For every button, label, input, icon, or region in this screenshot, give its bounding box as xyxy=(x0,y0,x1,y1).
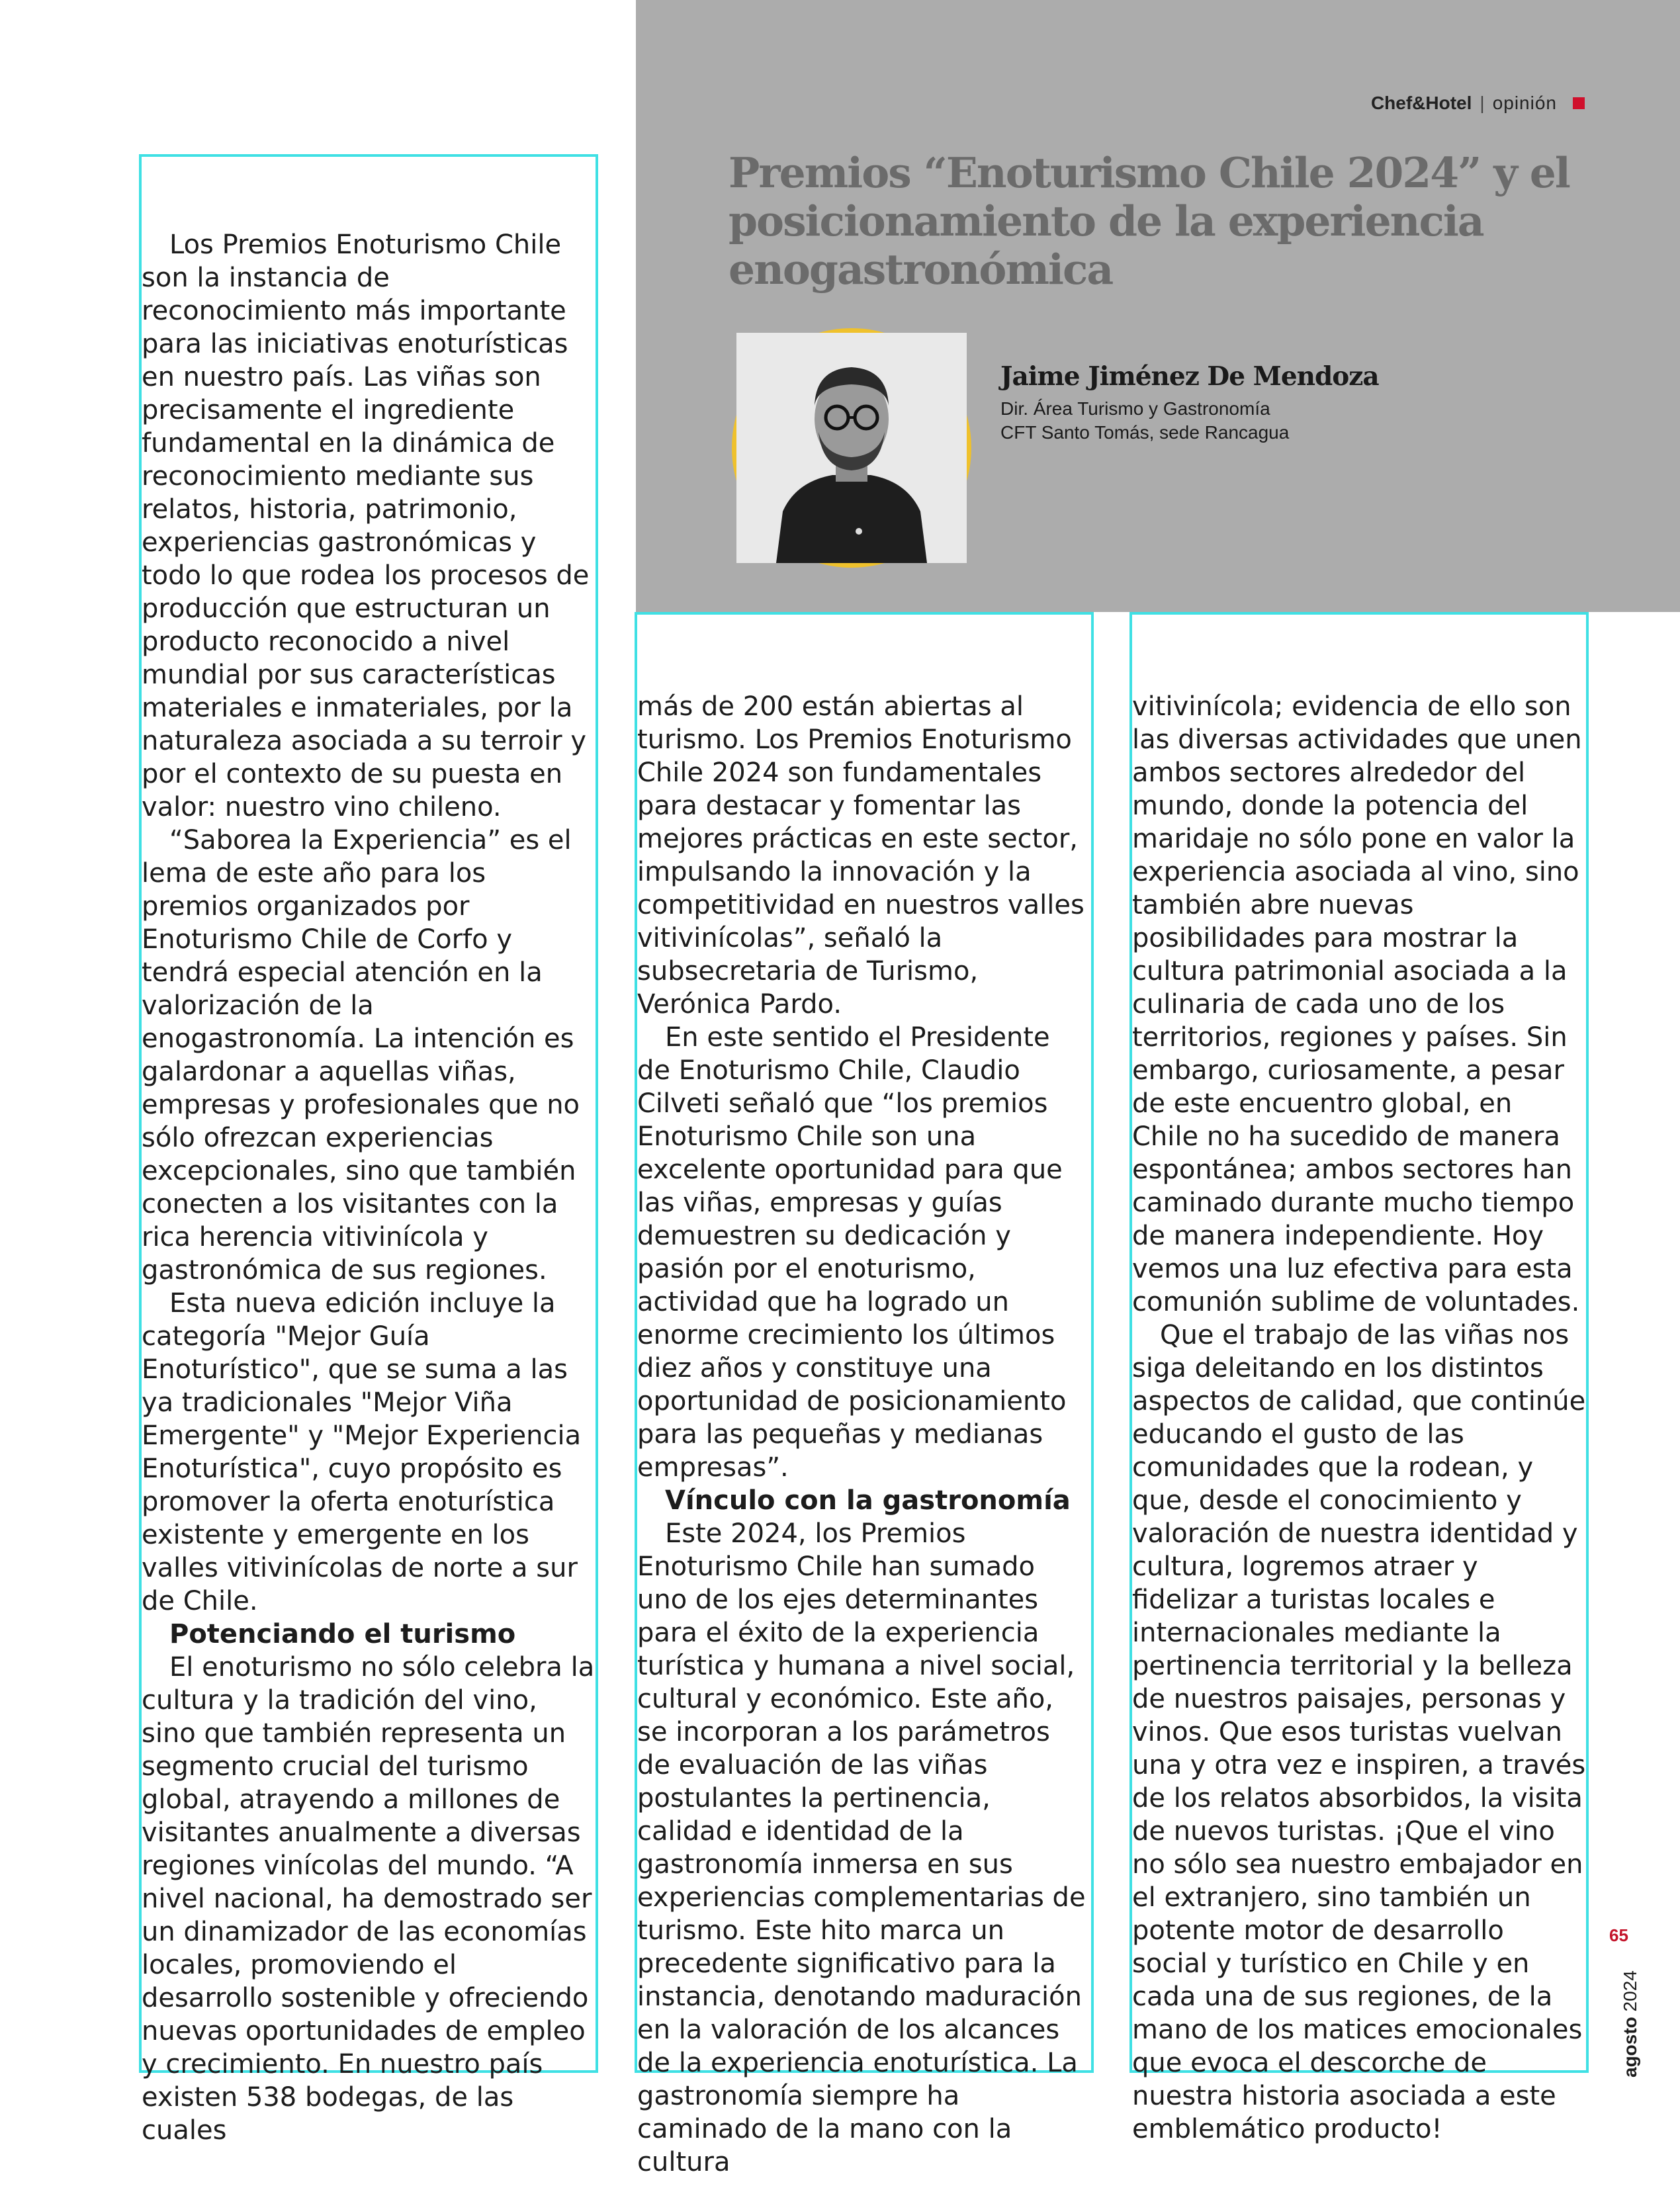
paragraph: “Saborea la Experiencia” es el lema de este año para los premios organizados por Enoturismo Chile de Corfo y tendrá especial atención en la valorización de la enogastronomía. La intención es galardonar a aquellas viñas, empresas y profesionales que no sólo ofrezcan experiencias excepcionales, sino que también conecten a los visitantes con la rica herencia vitivinícola y gastronómica de sus regiones. xyxy=(142,825,580,1286)
red-square-icon xyxy=(1573,97,1585,109)
section-tag xyxy=(1371,93,1585,114)
author-role: Dir. Área Turismo y Gastronomía xyxy=(1000,398,1270,419)
author-portrait xyxy=(732,328,971,568)
text-column-3 xyxy=(1129,612,1589,2144)
text-column-2 xyxy=(635,612,1094,2177)
author-name: Jaime Jiménez De Mendoza xyxy=(1000,361,1379,392)
person-portrait-icon xyxy=(736,333,967,563)
paragraph: vitivinícola; evidencia de ello son las diversas actividades que unen ambos sectores alrededor del mundo, donde la potencia del maridaje no sólo pone en valor la experiencia asociada al vino, sino también abre nuevas posibilidades para mostrar la cultura patrimonial asociada a la culinaria de cada uno de los territorios, regiones y países. Sin embargo, curiosamente, a pesar de este encuentro global, en Chile no ha sucedido de manera espontánea; ambos sectores han caminado durante mucho tiempo de manera independiente. Hoy vemos una luz efectiva para esta comunión sublime de voluntades. xyxy=(1132,691,1582,1317)
issue-month: agosto xyxy=(1620,2017,1640,2078)
paragraph: En este sentido el Presidente de Enoturismo Chile, Claudio Cilveti señaló que “los premios Enoturismo Chile son una excelente oportunidad para que las viñas, empresas y guías demuestren su dedicación y pasión por el enoturismo, actividad que ha logrado un enorme crecimiento los últimos diez años y constituye una oportunidad de posicionamiento para las pequeñas y medianas empresas”. xyxy=(637,1022,1067,1483)
paragraph: Que el trabajo de las viñas nos siga deleitando en los distintos aspectos de calidad, que continúe educando el gusto de las comunidades que la rodean, y que, desde el conocimiento y valoración de nuestra identidad y cultura, logremos atraer y fidelizar a turistas locales e internacionales mediante la pertinencia territorial y la belleza de nuestros paisajes, personas y vinos. Que esos turistas vuelvan una y otra vez e inspiren, a través de los relatos absorbidos, la visita de nuevos turistas. ¡Que el vino no sólo sea nuestro embajador en el extranjero, sino también un potente motor de desarrollo social y turístico en Chile y en cada una de sus regiones, de la mano de los matices emocionales que evoca el descorche de nuestra historia asociada a este emblemático producto! xyxy=(1132,1320,1586,2144)
paragraph: Este 2024, los Premios Enoturismo Chile han sumado uno de los ejes determinantes para el éxito de la experiencia turística y humana a nivel social, cultural y económico. Este año, se incorporan a los parámetros de evaluación de las viñas postulantes la pertinencia, calidad e identidad de la gastronomía inmersa en sus experiencias complementarias de turismo. Este hito marca un precedente significativo para la instancia, denotando maduración en la valoración de los alcances de la experiencia enoturística. La gastronomía siempre ha caminado de la mano con la cultura xyxy=(637,1518,1086,2177)
paragraph: Los Premios Enoturismo Chile son la instancia de reconocimiento más importante para las iniciativas enoturísticas en nuestro país. Las viñas son precisamente el ingrediente fundamental en la dinámica de reconocimiento mediante sus relatos, historia, patrimonio, experiencias gastronómicas y todo lo que rodea los procesos de producción que estructuran un producto reconocido a nivel mundial por sus características materiales e inmateriales, por la naturaleza asociada a su terroir y por el contexto de su puesta en valor: nuestro vino chileno. xyxy=(142,230,590,822)
article-title: Premios “Enoturismo Chile 2024” y el posicionamiento de la experiencia enogastronómica xyxy=(729,148,1569,294)
section-label: opinión xyxy=(1492,93,1557,113)
page-number: 65 xyxy=(1609,1925,1628,1945)
issue-year: 2024 xyxy=(1620,1970,1640,2012)
author-block xyxy=(1000,361,1530,445)
text-column-1 xyxy=(139,154,598,2146)
magazine-brand: Chef&Hotel xyxy=(1370,93,1472,113)
author-institution: CFT Santo Tomás, sede Rancagua xyxy=(1000,422,1290,443)
paragraph: Esta nueva edición incluye la categoría "Mejor Guía Enoturístico", que se suma a las ya tradicionales "Mejor Viña Emergente" y "Mejor Experiencia Enoturística", cuyo propósito es promover la oferta enoturística existente y emergente en los valles vitivinícolas de norte a sur de Chile. xyxy=(142,1288,582,1616)
issue-date xyxy=(1620,1970,1641,2078)
subheading: Vínculo con la gastronomía xyxy=(665,1485,1071,1516)
subheading: Potenciando el turismo xyxy=(169,1619,516,1649)
paragraph: más de 200 están abiertas al turismo. Los Premios Enoturismo Chile 2024 son fundamentales para destacar y fomentar las mejores prácticas en este sector, impulsando la innovación y la competitividad en nuestros valles vitivinícolas”, señaló la subsecretaria de Turismo, Verónica Pardo. xyxy=(637,691,1084,1020)
paragraph: El enoturismo no sólo celebra la cultura y la tradición del vino, sino que también representa un segmento crucial del turismo global, atrayendo a millones de visitantes anualmente a diversas regiones vinícolas del mundo. “A nivel nacional, ha demostrado ser un dinamizador de las economías locales, promoviendo el desarrollo sostenible y ofreciendo nuevas oportunidades de empleo y crecimiento. En nuestro país existen 538 bodegas, de las cuales xyxy=(142,1652,595,2146)
tag-separator: | xyxy=(1480,93,1485,113)
